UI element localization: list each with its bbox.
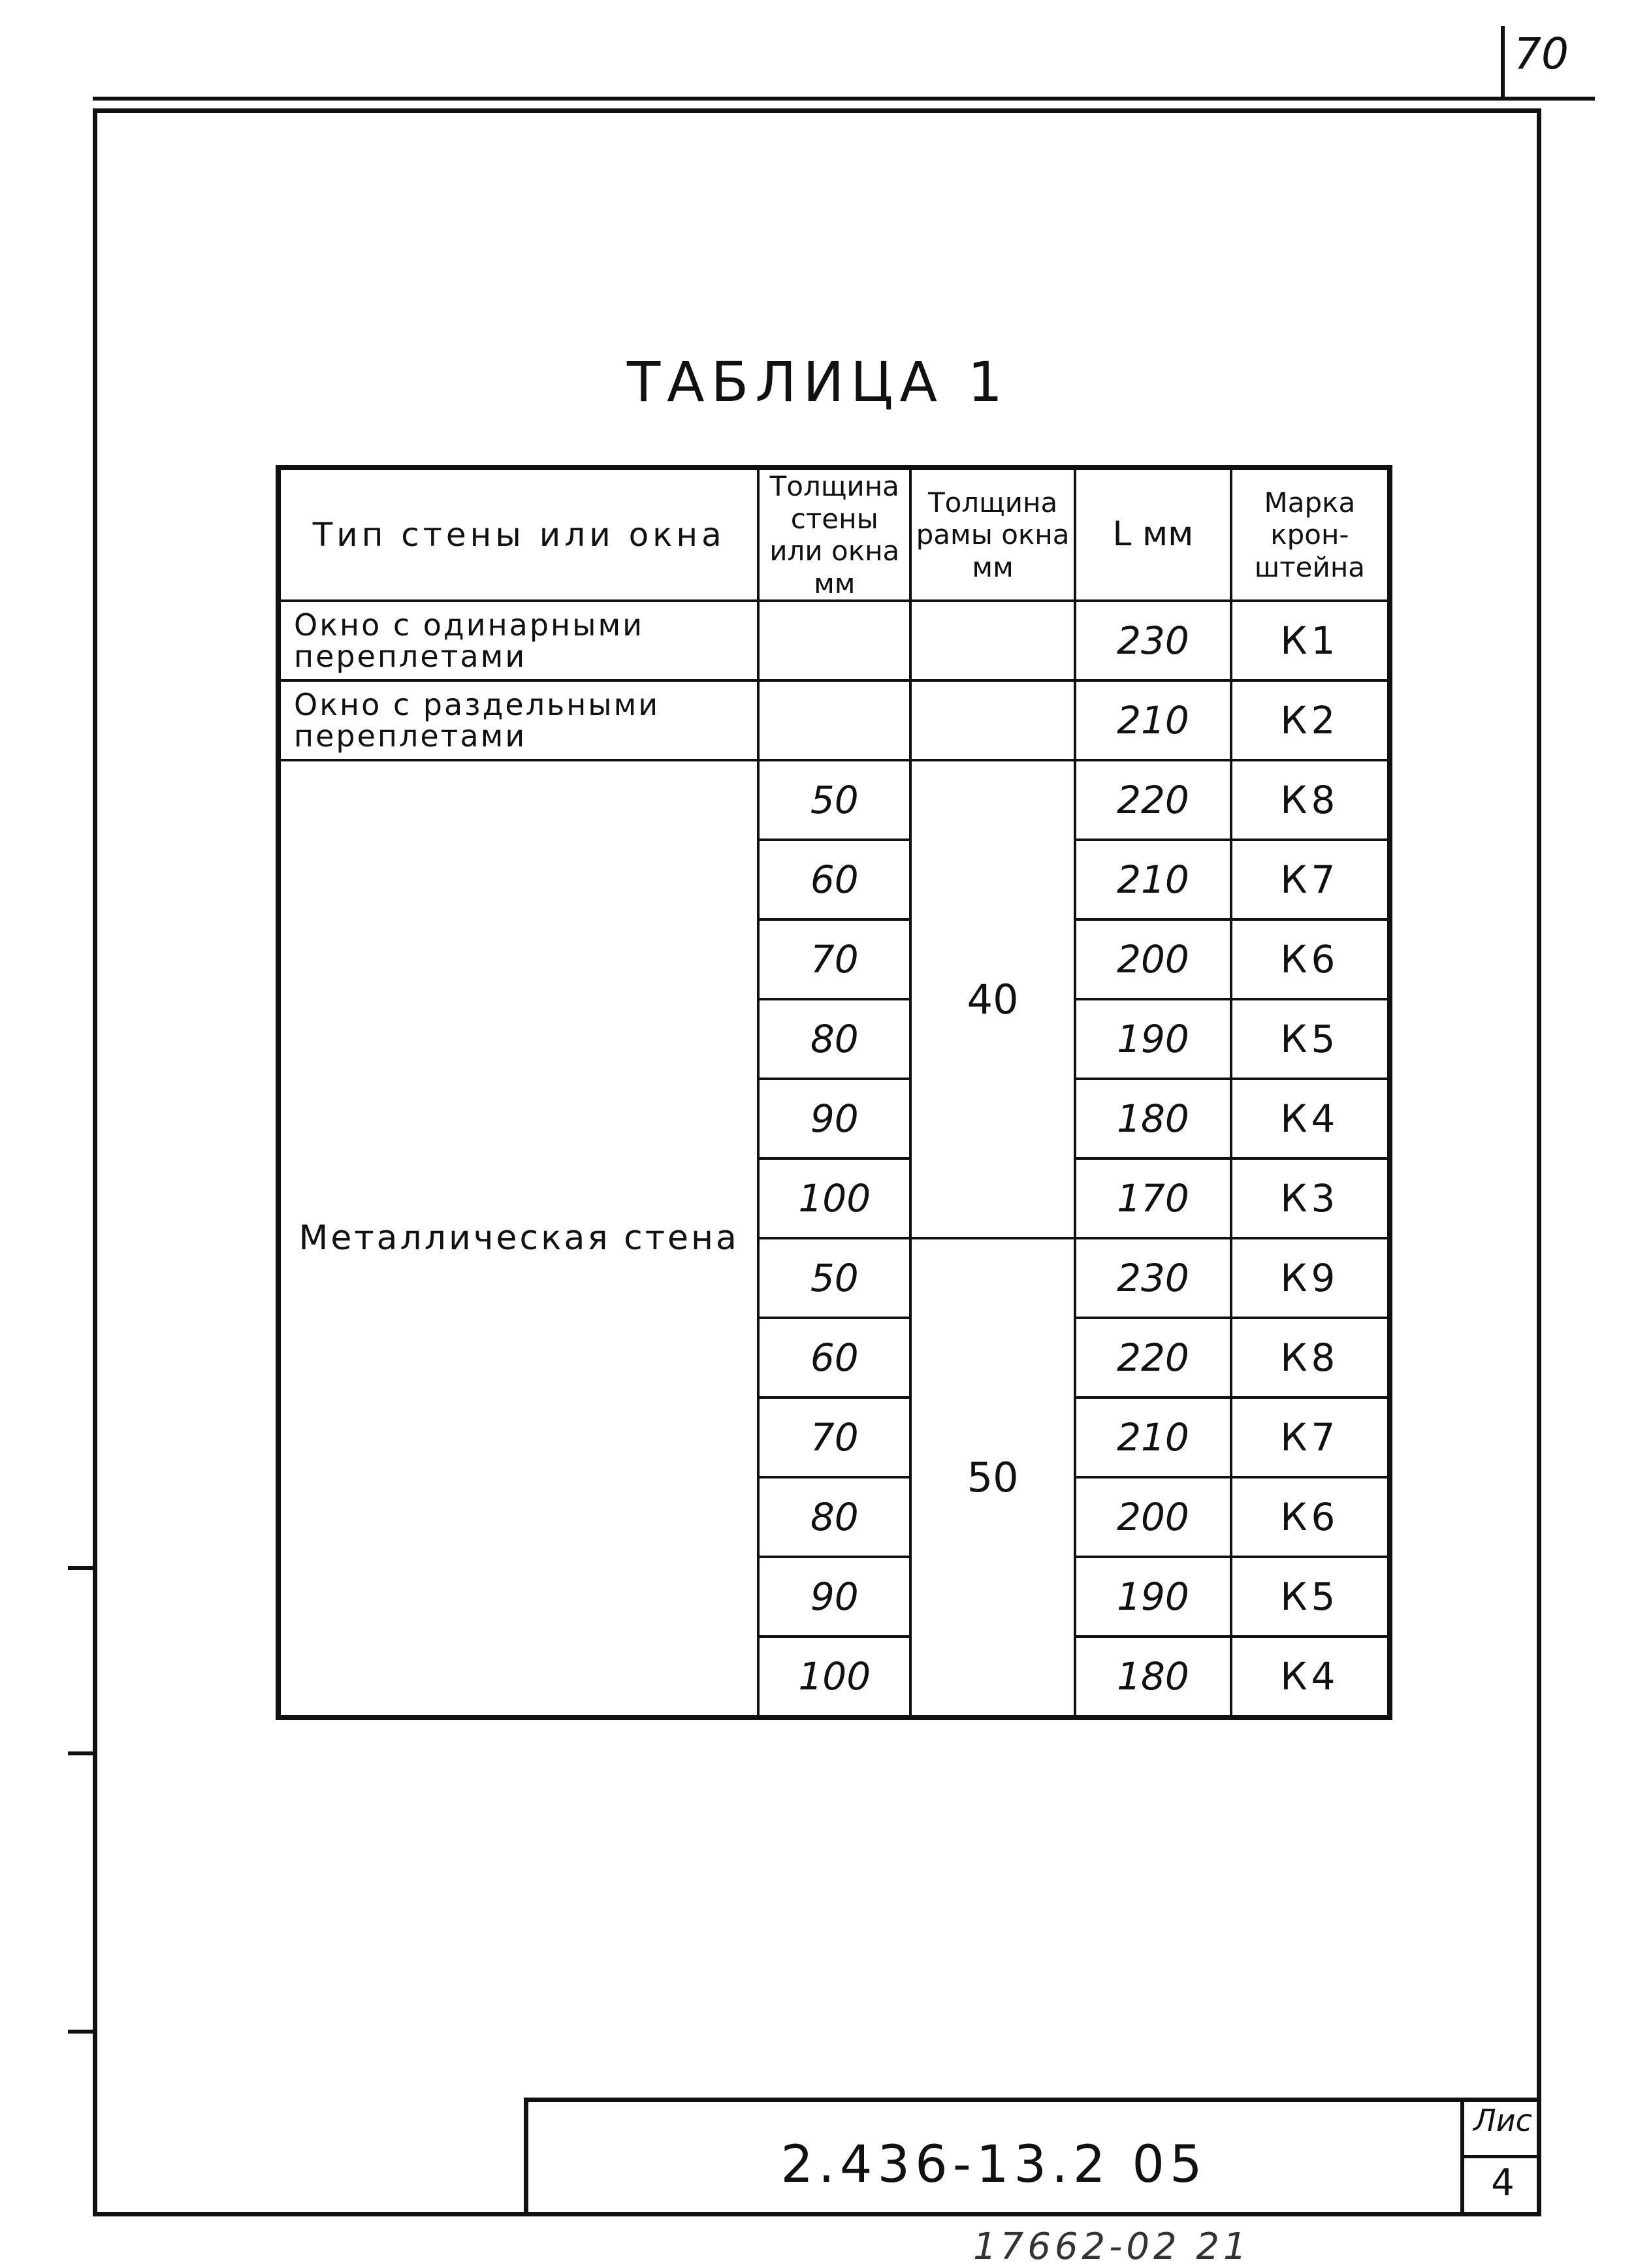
sheet-box-divider [1460,2155,1541,2158]
wall-thickness: 90 [758,1557,910,1637]
table-row [278,601,1390,680]
bracket-mark: К3 [1231,1158,1390,1238]
wall-thickness: 50 [758,760,910,840]
bracket-mark: К6 [1231,919,1390,999]
frame-thickness: 50 [910,1238,1075,1717]
margin-tick [68,1751,95,1755]
table-row [278,680,1390,760]
length-value: 180 [1075,1079,1231,1158]
table-header-row [278,468,1390,601]
bracket-mark: К8 [1231,760,1390,840]
metal-wall-type: Металлическая стена [278,760,758,1717]
bracket-mark: К9 [1231,1238,1390,1318]
wall-thickness: 80 [758,1477,910,1557]
bracket-mark: К7 [1231,840,1390,919]
header-bracket-mark: Марка крон-штейна [1231,468,1390,601]
bracket-table [276,465,1392,1720]
bracket-mark: К8 [1231,1318,1390,1398]
frame-thickness: 40 [910,760,1075,1238]
length-value: 190 [1075,1557,1231,1637]
length-value: 210 [1075,680,1231,760]
wall-thickness: 60 [758,1318,910,1398]
bracket-mark: К4 [1231,1637,1390,1717]
window-type: Окно с одинарными переплетами [278,601,758,680]
bracket-mark: К7 [1231,1398,1390,1477]
bracket-mark: К2 [1231,680,1390,760]
header-type: Тип стены или окна [278,468,758,601]
table-row [278,760,1390,840]
archive-number: 17662-02 21 [973,2226,1251,2268]
bracket-mark: К6 [1231,1477,1390,1557]
page-number-divider [1501,26,1505,98]
sheet-number: 4 [1491,2162,1515,2204]
sheet-label: Лис [1473,2103,1532,2138]
document-code: 2.436-13.2 05 [780,2135,1208,2194]
length-value: 200 [1075,1477,1231,1557]
wall-thickness: 60 [758,840,910,919]
length-value: 200 [1075,919,1231,999]
bracket-mark: К5 [1231,999,1390,1079]
header-length: L мм [1075,468,1231,601]
frame-top-line [93,97,1595,101]
margin-tick [68,1566,95,1570]
length-value: 180 [1075,1637,1231,1717]
header-wall-thickness: Толщина стены или окна мм [758,468,910,601]
table-title: ТАБЛИЦА 1 [626,350,1010,414]
frame-thickness-empty [910,680,1075,760]
length-value: 220 [1075,1318,1231,1398]
length-value: 210 [1075,1398,1231,1477]
page-number: 70 [1514,29,1569,79]
bracket-mark: К4 [1231,1079,1390,1158]
wall-thickness-empty [758,680,910,760]
length-value: 220 [1075,760,1231,840]
wall-thickness: 50 [758,1238,910,1318]
wall-thickness: 100 [758,1158,910,1238]
length-value: 210 [1075,840,1231,919]
length-value: 170 [1075,1158,1231,1238]
frame-thickness-empty [910,601,1075,680]
length-value: 230 [1075,1238,1231,1318]
wall-thickness: 100 [758,1637,910,1717]
margin-tick [68,2030,95,2034]
bracket-mark: К1 [1231,601,1390,680]
wall-thickness: 70 [758,919,910,999]
wall-thickness-empty [758,601,910,680]
wall-thickness: 70 [758,1398,910,1477]
window-type: Окно с раздельными переплетами [278,680,758,760]
bracket-mark: К5 [1231,1557,1390,1637]
length-value: 230 [1075,601,1231,680]
length-value: 190 [1075,999,1231,1079]
wall-thickness: 90 [758,1079,910,1158]
header-frame-thickness: Толщина рамы окна мм [910,468,1075,601]
wall-thickness: 80 [758,999,910,1079]
